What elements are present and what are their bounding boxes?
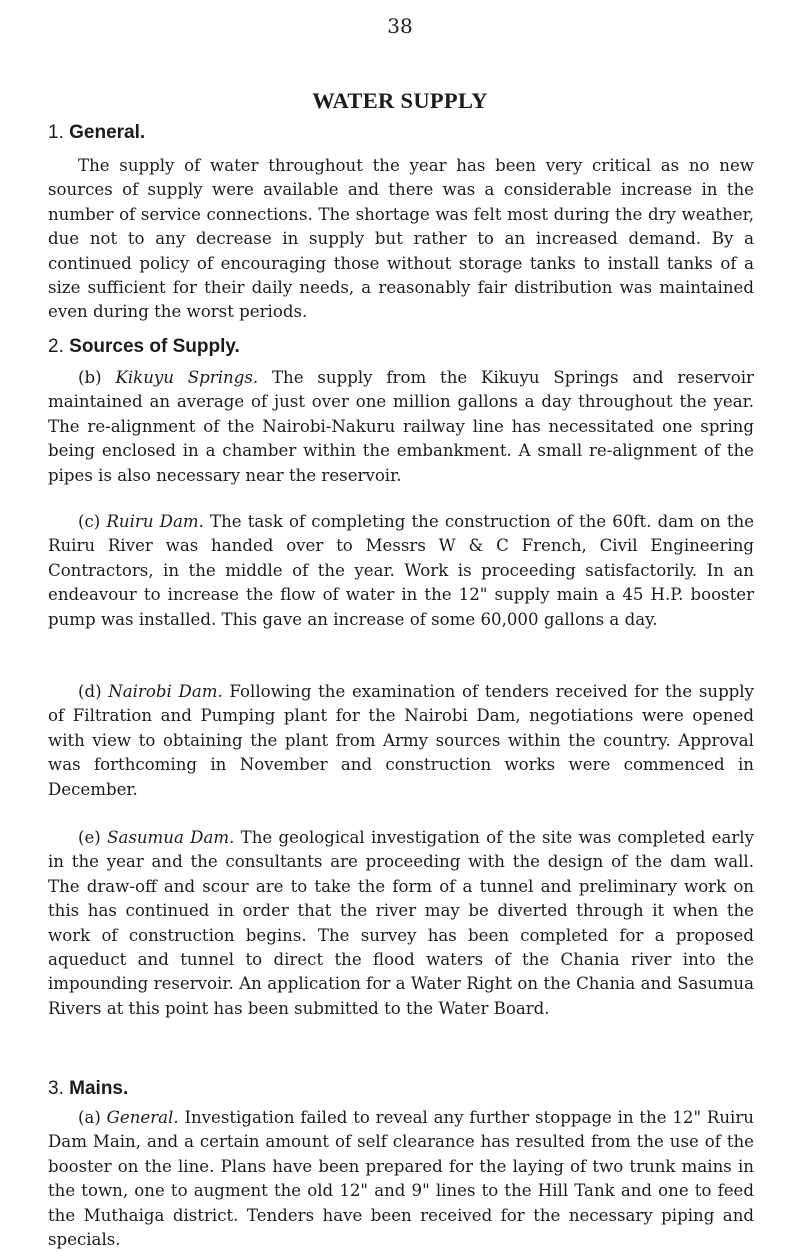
paragraph-label: (d) [78,682,102,701]
section-title: Mains. [69,1078,129,1099]
section-heading-sources-of-supply [48,336,240,358]
paragraph-ruiru-dam [48,510,754,632]
paragraph-text: The supply from the Kikuyu Springs and reservoir maintained an average of just over one million gallons a day throughout the year. The re-alignment of the Nairobi-Nakuru railway line has necessitated one spring being enclosed in a chamber within the embankment. A small re-alignment of the pipes is also necessary near the reservoir. [48,368,754,485]
paragraph-text: The task of completing the construction of the 60ft. dam on the Ruiru River was handed over to Messrs W & C French, Civil Engineering Contractors, in the middle of the year. Work is proceeding satisfactorily. In an endeavour to increase the flow of water in the 12" supply main a 45 H.P. booster pump was installed. This gave an increase of some 60,000 gallons a day. [48,512,755,629]
paragraph-label: (c) [78,512,101,531]
section-title: General. [69,122,146,143]
paragraph-text: Following the examination of tenders received for the supply of Filtration and Pumping plant for the Nairobi Dam, negotiations were opened with view to obtaining the plant from Army sources within the country. Approval was forthcoming in November and construction works were commenced in December. [48,682,754,799]
paragraph-text: Investigation failed to reveal any further stoppage in the 12" Ruiru Dam Main, and a certain amount of self clearance has resulted from the use of the booster on the line. Plans have been prepared for the laying of two trunk mains in the town, one to augment the old 12" and 9" lines to the Hill Tank and one to feed the Muthaiga district. Tenders have been received for the necessary piping and specials. [48,1108,754,1250]
paragraph-text: The supply of water throughout the year has been very critical as no new sources of supply were available and there was a considerable increase in the number of service connections. The shortage was felt most during the dry weather, due not to any decrease in supply but rather to an increased demand. By a continued policy of encouraging those without storage tanks to install tanks of a size sufficient for their daily needs, a reasonably fair distribution was maintained even during the worst periods. [48,156,754,322]
section-title: Sources of Supply. [69,336,240,357]
paragraph-kikuyu-springs [48,366,754,488]
paragraph-general [48,154,754,325]
paragraph-subject: Nairobi Dam. [108,682,223,701]
paragraph-subject: General. [106,1108,179,1127]
paragraph-label: (b) [78,368,102,387]
page-number: 38 [387,14,413,38]
section-number: 2. [48,336,64,357]
paragraph-label: (a) [78,1108,101,1127]
paragraph-text: The geological investigation of the site was completed early in the year and the consultants are proceeding with the design of the dam wall. The draw-off and scour are to take the form of a tunnel and preliminary work on this has continued in order that the river may be diverted through it when the work of construction begins. The survey has been completed for a proposed aqueduct and tunnel to direct the flood waters of the Chania river into the impounding reservoir. An application for a Water Right on the Chania and Sasumua Rivers at this point has been submitted to the Water Board. [48,828,754,1018]
paragraph-subject: Ruiru Dam. [106,512,204,531]
paragraph-nairobi-dam [48,680,754,802]
paragraph-mains-general [48,1106,754,1252]
paragraph-sasumua-dam [48,826,754,1021]
section-number: 3. [48,1078,64,1099]
section-number: 1. [48,122,64,143]
paragraph-subject: Sasumua Dam. [107,828,235,847]
section-heading-general [48,122,145,144]
paragraph-label: (e) [78,828,101,847]
paragraph-subject: Kikuyu Springs. [115,368,259,387]
document-title: WATER SUPPLY [312,88,488,113]
section-heading-mains [48,1078,128,1100]
